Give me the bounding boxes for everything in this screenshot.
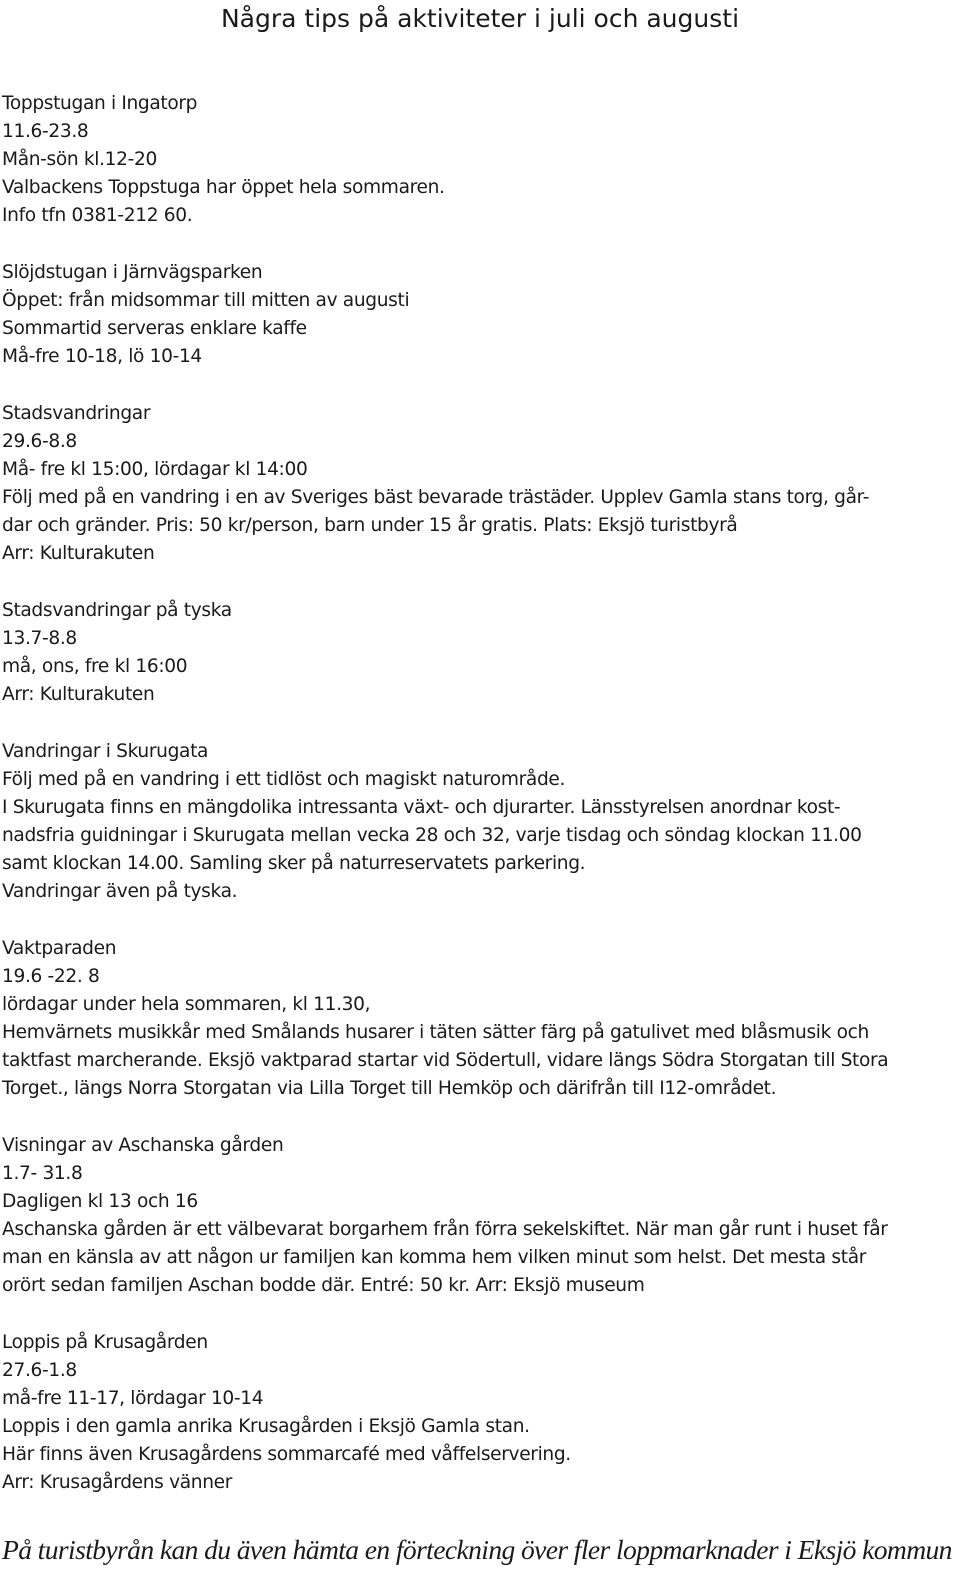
loppis-text-1: Loppis i den gamla anrika Krusagården i Eksjö Gamla stan. bbox=[2, 1416, 530, 1437]
loppis-hours: må-fre 11-17, lördagar 10-14 bbox=[2, 1388, 264, 1409]
toppstugan-hours: Mån-sön kl.12-20 bbox=[2, 149, 157, 170]
stadsvandringar-organizer: Arr: Kulturakuten bbox=[2, 543, 155, 564]
skurugata-text-3: nadsfria guidningar i Skurugata mellan vecka 28 och 32, varje tisdag och söndag klockan 11.00 bbox=[2, 825, 862, 846]
toppstugan-info: Info tfn 0381-212 60. bbox=[2, 205, 193, 226]
aschanska-text-2: man en känsla av att någon ur familjen kan komma hem vilken minut som helst. Det mesta står bbox=[2, 1247, 867, 1268]
toppstugan-text: Valbackens Toppstuga har öppet hela sommaren. bbox=[2, 177, 445, 198]
vaktparaden-hours: lördagar under hela sommaren, kl 11.30, bbox=[2, 994, 371, 1015]
skurugata-text-4: samt klockan 14.00. Samling sker på naturreservatets parkering. bbox=[2, 853, 586, 874]
skurugata-text-5: Vandringar även på tyska. bbox=[2, 881, 238, 902]
footer-note: På turistbyrån kan du även hämta en förteckning över fler loppmarknader i Eksjö kommun bbox=[2, 1534, 952, 1565]
loppis-organizer: Arr: Krusagårdens vänner bbox=[2, 1472, 233, 1493]
slojdstugan-open: Öppet: från midsommar till mitten av augusti bbox=[2, 290, 410, 311]
aschanska-hours: Dagligen kl 13 och 16 bbox=[2, 1191, 198, 1212]
page-title: Några tips på aktiviteter i juli och augusti bbox=[220, 4, 740, 33]
loppis-dates: 27.6-1.8 bbox=[2, 1360, 77, 1381]
vaktparaden-dates: 19.6 -22. 8 bbox=[2, 966, 100, 987]
slojdstugan-heading: Slöjdstugan i Järnvägsparken bbox=[2, 262, 263, 283]
vaktparaden-heading: Vaktparaden bbox=[2, 938, 117, 959]
loppis-heading: Loppis på Krusagården bbox=[2, 1332, 208, 1353]
stadsvandringar-text-1: Följ med på en vandring i en av Sveriges bäst bevarade trästäder. Upplev Gamla stans torg, går- bbox=[2, 487, 870, 508]
stadsvandringar-hours: Må- fre kl 15:00, lördagar kl 14:00 bbox=[2, 459, 308, 480]
stadsvandringar-dates: 29.6-8.8 bbox=[2, 431, 77, 452]
slojdstugan-coffee: Sommartid serveras enklare kaffe bbox=[2, 318, 307, 339]
vaktparaden-text-1: Hemvärnets musikkår med Smålands husarer i täten sätter färg på gatulivet med blåsmusik och bbox=[2, 1022, 869, 1043]
tyska-organizer: Arr: Kulturakuten bbox=[2, 684, 155, 705]
vaktparaden-text-2: taktfast marcherande. Eksjö vaktparad startar vid Södertull, vidare längs Södra Storgatan till Stora bbox=[2, 1050, 889, 1071]
tyska-dates: 13.7-8.8 bbox=[2, 628, 77, 649]
aschanska-heading: Visningar av Aschanska gården bbox=[2, 1135, 284, 1156]
stadsvandringar-text-2: dar och gränder. Pris: 50 kr/person, barn under 15 år gratis. Plats: Eksjö turistbyrå bbox=[2, 515, 738, 536]
skurugata-text-2: I Skurugata finns en mängdolika intressanta växt- och djurarter. Länsstyrelsen anordnar kost- bbox=[2, 797, 841, 818]
loppis-text-2: Här finns även Krusagårdens sommarcafé med våffelservering. bbox=[2, 1444, 571, 1465]
stadsvandringar-heading: Stadsvandringar bbox=[2, 403, 151, 424]
skurugata-heading: Vandringar i Skurugata bbox=[2, 741, 209, 762]
vaktparaden-text-3: Torget., längs Norra Storgatan via Lilla Torget till Hemköp och därifrån till I12-området. bbox=[2, 1078, 777, 1099]
toppstugan-dates: 11.6-23.8 bbox=[2, 121, 89, 142]
aschanska-dates: 1.7- 31.8 bbox=[2, 1163, 83, 1184]
tyska-heading: Stadsvandringar på tyska bbox=[2, 600, 232, 621]
aschanska-text-1: Aschanska gården är ett välbevarat borgarhem från förra sekelskiftet. När man går runt i huset får bbox=[2, 1219, 888, 1240]
tyska-hours: må, ons, fre kl 16:00 bbox=[2, 656, 188, 677]
toppstugan-heading: Toppstugan i Ingatorp bbox=[2, 93, 198, 114]
aschanska-text-3: orört sedan familjen Aschan bodde där. Entré: 50 kr. Arr: Eksjö museum bbox=[2, 1275, 645, 1296]
slojdstugan-hours: Må-fre 10-18, lö 10-14 bbox=[2, 346, 202, 367]
skurugata-text-1: Följ med på en vandring i ett tidlöst och magiskt naturområde. bbox=[2, 769, 566, 790]
